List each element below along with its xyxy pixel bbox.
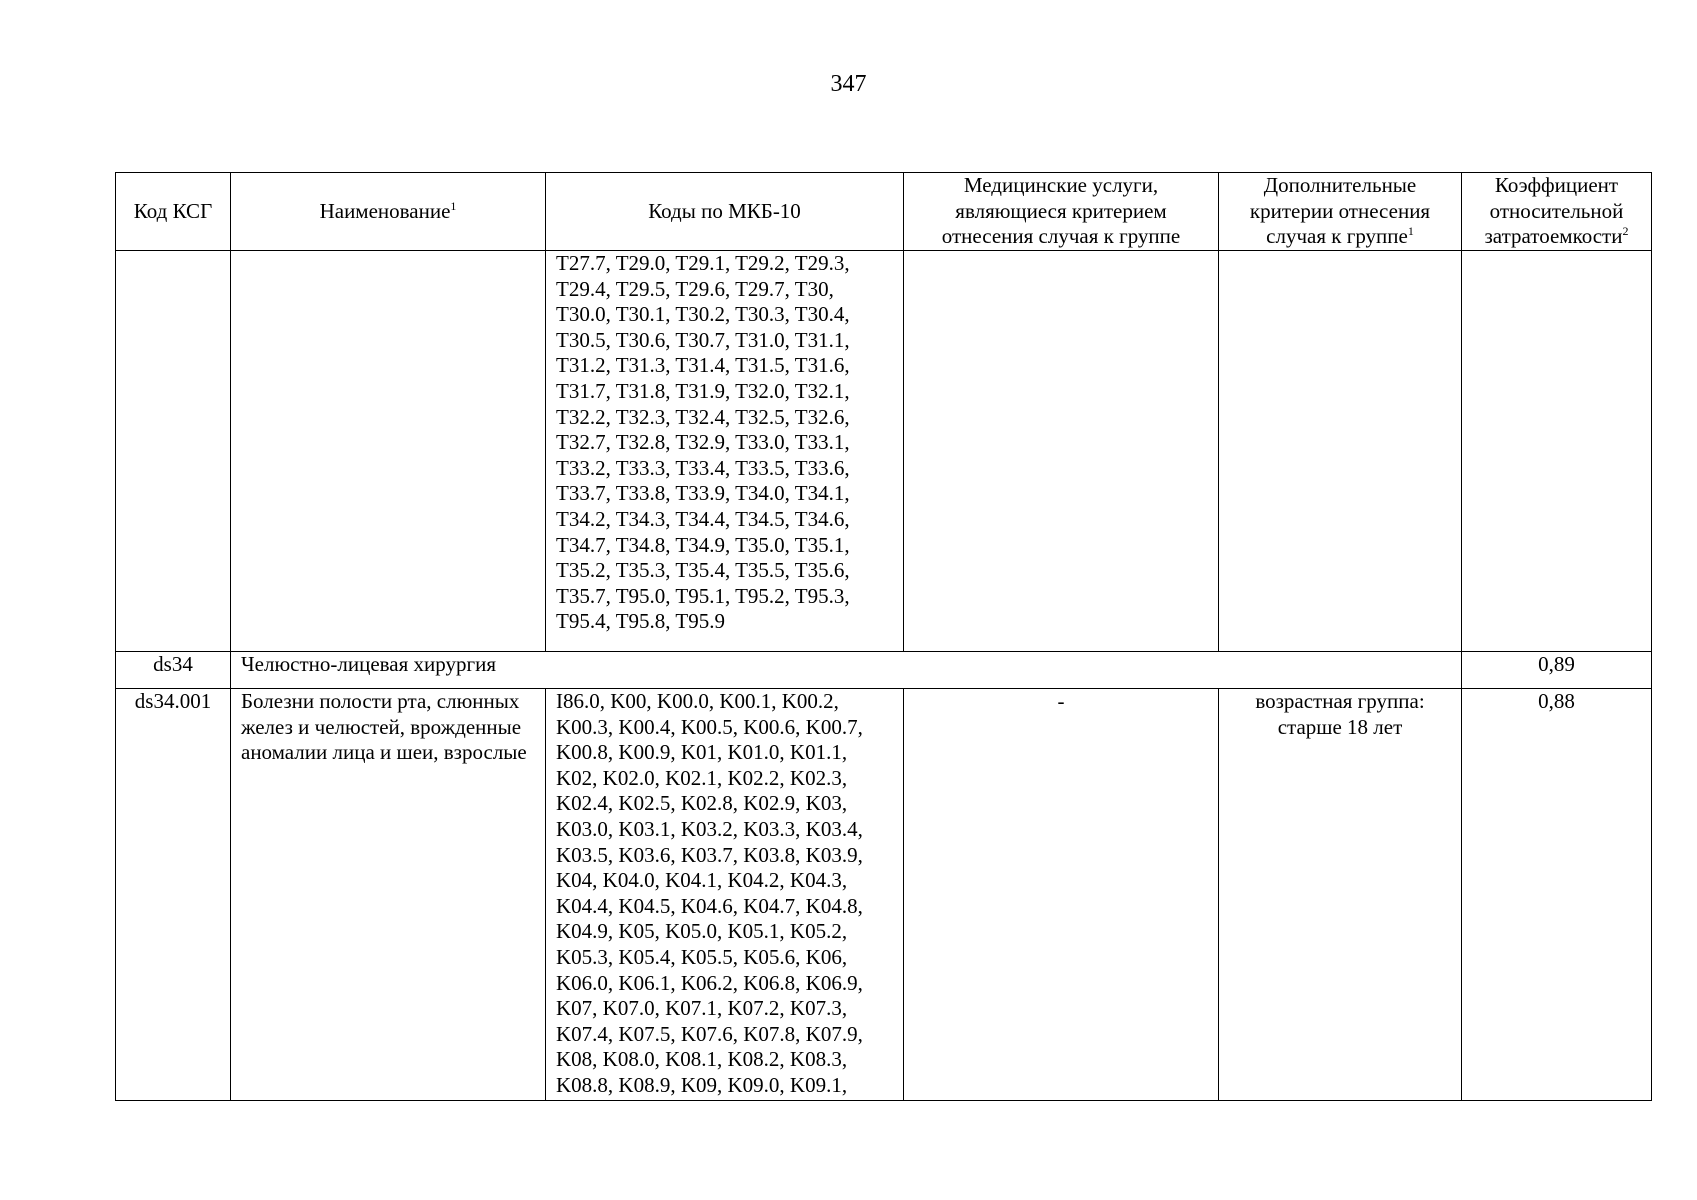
cell-extra xyxy=(1219,251,1462,652)
sub-extra: возрастная группа: старше 18 лет xyxy=(1219,689,1462,1101)
header-name: Наименование$^1$ xyxy=(231,173,546,251)
group-code: ds34 xyxy=(116,652,231,689)
table-row-group xyxy=(116,652,1652,689)
cell-name xyxy=(231,251,546,652)
page-number: 347 xyxy=(830,71,867,97)
group-coef: 0,89 xyxy=(1462,652,1652,689)
footnote-mark: 2 xyxy=(1622,224,1629,239)
group-name: Челюстно-лицевая хирургия xyxy=(231,652,1462,689)
footnote-mark: 1 xyxy=(450,198,457,213)
cell-services xyxy=(904,251,1219,652)
header-coefficient: Коэффициент относительной затратоемкости$^2$ xyxy=(1462,173,1652,251)
cell-coef xyxy=(1462,251,1652,652)
header-mkb-codes: Коды по МКБ-10 xyxy=(546,173,904,251)
sub-mkb-codes: I86.0, K00, K00.0, K00.1, K00.2, K00.3, K00.4, K00.5, K00.6, K00.7, K00.8, K00.9, K01, K01.0, K01.1, K02, K02.0, K02.1, K02.2, K02.3, K02.4, K02.5, K02.8, K02.9, K03, K03.0, K03.1, K03.2, K03.3, K03.4, K03.5, K03.6, K03.7, K03.8, K03.9, K04, K04.0, K04.1, K04.2, K04.3, K04.4, K04.5, K04.6, K04.7, K04.8, K04.9, K05, K05.0, K05.1, K05.2, K05.3, K05.4, K05.5, K05.6, K06, K06.0, K06.1, K06.2, K06.8, K06.9, K07, K07.0, K07.1, K07.2, K07.3, K07.4, K07.5, K07.6, K07.8, K07.9, K08, K08.0, K08.1, K08.2, K08.3, K08.8, K08.9, K09, K09.0, K09.1, xyxy=(546,689,904,1101)
header-medical-services: Медицинские услуги, являющиеся критерием отнесения случая к группе xyxy=(904,173,1219,251)
sub-name: Болезни полости рта, слюнных желез и челюстей, врожденные аномалии лица и шеи, взрослые xyxy=(231,689,546,1101)
table-row-subgroup xyxy=(116,689,1652,1101)
ksg-table xyxy=(115,172,1652,1101)
table-row-continued xyxy=(116,251,1652,652)
sub-services: - xyxy=(904,689,1219,1101)
table-header-row xyxy=(116,173,1652,251)
sub-coef: 0,88 xyxy=(1462,689,1652,1101)
footnote-mark: 1 xyxy=(1407,224,1414,239)
cell-code xyxy=(116,251,231,652)
cell-mkb-codes: T27.7, T29.0, T29.1, T29.2, T29.3, T29.4, T29.5, T29.6, T29.7, T30, T30.0, T30.1, T30.2, T30.3, T30.4, T30.5, T30.6, T30.7, T31.0, T31.1, T31.2, T31.3, T31.4, T31.5, T31.6, T31.7, T31.8, T31.9, T32.0, T32.1, T32.2, T32.3, T32.4, T32.5, T32.6, T32.7, T32.8, T32.9, T33.0, T33.1, T33.2, T33.3, T33.4, T33.5, T33.6, T33.7, T33.8, T33.9, T34.0, T34.1, T34.2, T34.3, T34.4, T34.5, T34.6, T34.7, T34.8, T34.9, T35.0, T35.1, T35.2, T35.3, T35.4, T35.5, T35.6, T35.7, T95.0, T95.1, T95.2, T95.3, T95.4, T95.8, T95.9 xyxy=(546,251,904,652)
header-code: Код КСГ xyxy=(116,173,231,251)
sub-code: ds34.001 xyxy=(116,689,231,1101)
header-extra-criteria: Дополнительные критерии отнесения случая к группе$^1$ xyxy=(1219,173,1462,251)
